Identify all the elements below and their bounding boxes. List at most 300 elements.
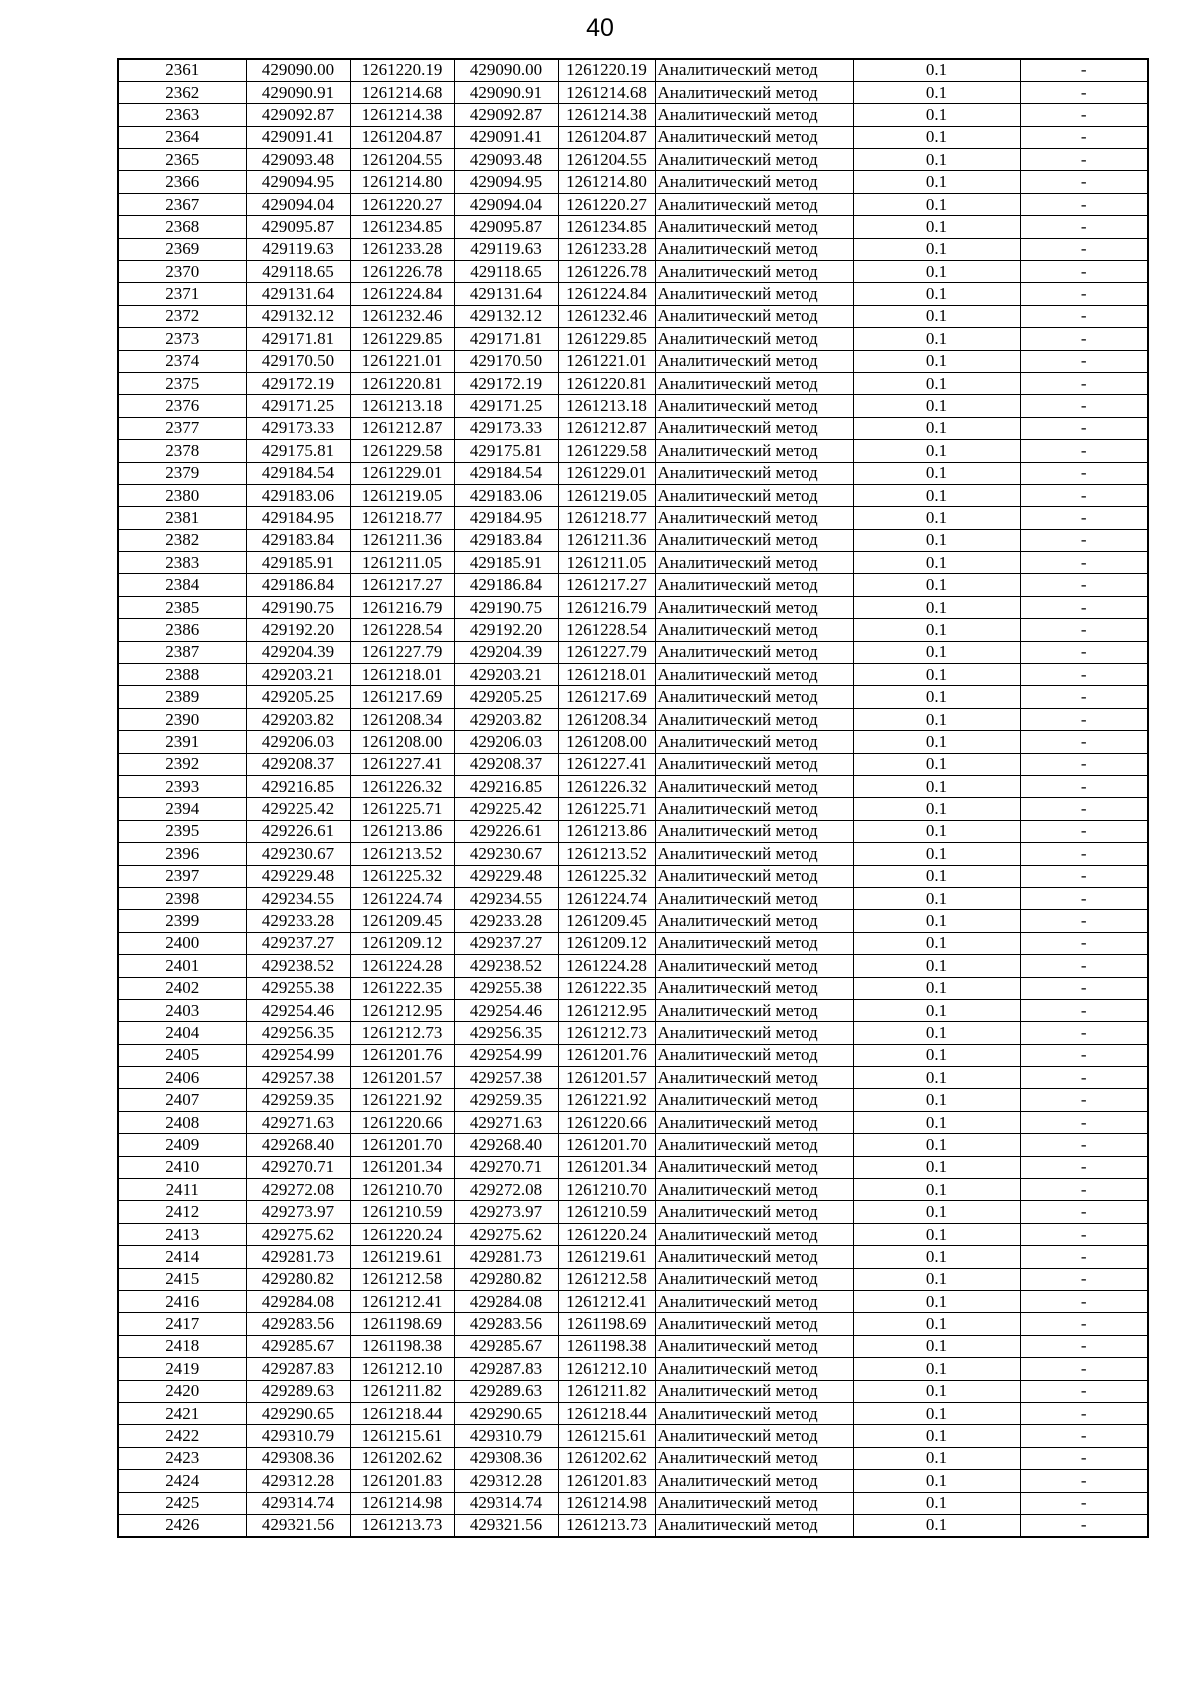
note-cell: - xyxy=(1020,1514,1148,1536)
point-number-cell: 2369 xyxy=(118,238,246,260)
method-cell: Аналитический метод xyxy=(655,910,853,932)
x-coordinate-cell: 429092.87 xyxy=(454,104,558,126)
accuracy-cell: 0.1 xyxy=(853,283,1020,305)
x-coordinate-cell: 429225.42 xyxy=(246,798,350,820)
y-coordinate-cell: 1261214.80 xyxy=(558,171,655,193)
y-coordinate-cell: 1261217.69 xyxy=(558,686,655,708)
method-cell: Аналитический метод xyxy=(655,238,853,260)
y-coordinate-cell: 1261210.59 xyxy=(558,1201,655,1223)
table-row xyxy=(118,104,1148,126)
point-number-cell: 2386 xyxy=(118,619,246,641)
x-coordinate-cell: 429287.83 xyxy=(246,1358,350,1380)
point-number-cell: 2364 xyxy=(118,126,246,148)
point-number-cell: 2393 xyxy=(118,776,246,798)
table-row xyxy=(118,372,1148,394)
point-number-cell: 2384 xyxy=(118,574,246,596)
table-row xyxy=(118,1044,1148,1066)
point-number-cell: 2398 xyxy=(118,887,246,909)
x-coordinate-cell: 429259.35 xyxy=(246,1089,350,1111)
note-cell: - xyxy=(1020,529,1148,551)
y-coordinate-cell: 1261229.58 xyxy=(558,440,655,462)
point-number-cell: 2424 xyxy=(118,1470,246,1492)
y-coordinate-cell: 1261216.79 xyxy=(350,596,454,618)
y-coordinate-cell: 1261225.71 xyxy=(350,798,454,820)
y-coordinate-cell: 1261215.61 xyxy=(350,1425,454,1447)
y-coordinate-cell: 1261212.73 xyxy=(558,1022,655,1044)
note-cell: - xyxy=(1020,776,1148,798)
point-number-cell: 2382 xyxy=(118,529,246,551)
y-coordinate-cell: 1261209.45 xyxy=(558,910,655,932)
point-number-cell: 2367 xyxy=(118,193,246,215)
x-coordinate-cell: 429119.63 xyxy=(246,238,350,260)
x-coordinate-cell: 429254.99 xyxy=(454,1044,558,1066)
y-coordinate-cell: 1261218.01 xyxy=(350,664,454,686)
table-row xyxy=(118,261,1148,283)
x-coordinate-cell: 429172.19 xyxy=(454,372,558,394)
x-coordinate-cell: 429171.25 xyxy=(246,395,350,417)
x-coordinate-cell: 429170.50 xyxy=(246,350,350,372)
table-row xyxy=(118,955,1148,977)
x-coordinate-cell: 429314.74 xyxy=(454,1492,558,1514)
point-number-cell: 2362 xyxy=(118,81,246,103)
x-coordinate-cell: 429226.61 xyxy=(246,820,350,842)
y-coordinate-cell: 1261212.87 xyxy=(350,417,454,439)
y-coordinate-cell: 1261220.27 xyxy=(350,193,454,215)
y-coordinate-cell: 1261211.36 xyxy=(350,529,454,551)
point-number-cell: 2415 xyxy=(118,1268,246,1290)
y-coordinate-cell: 1261201.34 xyxy=(558,1156,655,1178)
method-cell: Аналитический метод xyxy=(655,126,853,148)
x-coordinate-cell: 429234.55 xyxy=(454,887,558,909)
accuracy-cell: 0.1 xyxy=(853,1447,1020,1469)
x-coordinate-cell: 429283.56 xyxy=(246,1313,350,1335)
x-coordinate-cell: 429285.67 xyxy=(246,1335,350,1357)
x-coordinate-cell: 429119.63 xyxy=(454,238,558,260)
accuracy-cell: 0.1 xyxy=(853,932,1020,954)
accuracy-cell: 0.1 xyxy=(853,596,1020,618)
x-coordinate-cell: 429321.56 xyxy=(246,1514,350,1536)
y-coordinate-cell: 1261232.46 xyxy=(558,305,655,327)
y-coordinate-cell: 1261219.05 xyxy=(558,484,655,506)
note-cell: - xyxy=(1020,1179,1148,1201)
note-cell: - xyxy=(1020,686,1148,708)
point-number-cell: 2401 xyxy=(118,955,246,977)
table-row xyxy=(118,1246,1148,1268)
method-cell: Аналитический метод xyxy=(655,887,853,909)
x-coordinate-cell: 429226.61 xyxy=(454,820,558,842)
note-cell: - xyxy=(1020,977,1148,999)
y-coordinate-cell: 1261219.61 xyxy=(558,1246,655,1268)
accuracy-cell: 0.1 xyxy=(853,1268,1020,1290)
x-coordinate-cell: 429204.39 xyxy=(246,641,350,663)
x-coordinate-cell: 429272.08 xyxy=(246,1179,350,1201)
method-cell: Аналитический метод xyxy=(655,462,853,484)
x-coordinate-cell: 429230.67 xyxy=(246,843,350,865)
accuracy-cell: 0.1 xyxy=(853,1470,1020,1492)
method-cell: Аналитический метод xyxy=(655,59,853,81)
y-coordinate-cell: 1261220.19 xyxy=(558,59,655,81)
y-coordinate-cell: 1261212.41 xyxy=(558,1290,655,1312)
x-coordinate-cell: 429208.37 xyxy=(454,753,558,775)
x-coordinate-cell: 429216.85 xyxy=(246,776,350,798)
x-coordinate-cell: 429093.48 xyxy=(454,149,558,171)
note-cell: - xyxy=(1020,641,1148,663)
x-coordinate-cell: 429280.82 xyxy=(246,1268,350,1290)
x-coordinate-cell: 429254.99 xyxy=(246,1044,350,1066)
x-coordinate-cell: 429190.75 xyxy=(454,596,558,618)
note-cell: - xyxy=(1020,1470,1148,1492)
y-coordinate-cell: 1261201.76 xyxy=(350,1044,454,1066)
accuracy-cell: 0.1 xyxy=(853,1067,1020,1089)
point-number-cell: 2387 xyxy=(118,641,246,663)
point-number-cell: 2417 xyxy=(118,1313,246,1335)
accuracy-cell: 0.1 xyxy=(853,171,1020,193)
table-row xyxy=(118,1447,1148,1469)
note-cell: - xyxy=(1020,619,1148,641)
accuracy-cell: 0.1 xyxy=(853,1044,1020,1066)
point-number-cell: 2411 xyxy=(118,1179,246,1201)
method-cell: Аналитический метод xyxy=(655,999,853,1021)
table-row xyxy=(118,1156,1148,1178)
table-row xyxy=(118,1022,1148,1044)
accuracy-cell: 0.1 xyxy=(853,1179,1020,1201)
accuracy-cell: 0.1 xyxy=(853,395,1020,417)
x-coordinate-cell: 429183.06 xyxy=(246,484,350,506)
y-coordinate-cell: 1261229.01 xyxy=(558,462,655,484)
method-cell: Аналитический метод xyxy=(655,552,853,574)
accuracy-cell: 0.1 xyxy=(853,865,1020,887)
point-number-cell: 2389 xyxy=(118,686,246,708)
method-cell: Аналитический метод xyxy=(655,193,853,215)
method-cell: Аналитический метод xyxy=(655,1223,853,1245)
table-row xyxy=(118,686,1148,708)
point-number-cell: 2400 xyxy=(118,932,246,954)
x-coordinate-cell: 429183.06 xyxy=(454,484,558,506)
y-coordinate-cell: 1261201.70 xyxy=(558,1134,655,1156)
x-coordinate-cell: 429229.48 xyxy=(454,865,558,887)
x-coordinate-cell: 429184.54 xyxy=(246,462,350,484)
table-row xyxy=(118,1134,1148,1156)
x-coordinate-cell: 429203.21 xyxy=(454,664,558,686)
point-number-cell: 2403 xyxy=(118,999,246,1021)
y-coordinate-cell: 1261209.12 xyxy=(350,932,454,954)
method-cell: Аналитический метод xyxy=(655,1089,853,1111)
method-cell: Аналитический метод xyxy=(655,350,853,372)
point-number-cell: 2402 xyxy=(118,977,246,999)
method-cell: Аналитический метод xyxy=(655,977,853,999)
y-coordinate-cell: 1261213.73 xyxy=(350,1514,454,1536)
note-cell: - xyxy=(1020,372,1148,394)
accuracy-cell: 0.1 xyxy=(853,1156,1020,1178)
method-cell: Аналитический метод xyxy=(655,417,853,439)
point-number-cell: 2368 xyxy=(118,216,246,238)
note-cell: - xyxy=(1020,955,1148,977)
method-cell: Аналитический метод xyxy=(655,261,853,283)
method-cell: Аналитический метод xyxy=(655,1447,853,1469)
y-coordinate-cell: 1261209.45 xyxy=(350,910,454,932)
point-number-cell: 2385 xyxy=(118,596,246,618)
table-row xyxy=(118,283,1148,305)
x-coordinate-cell: 429131.64 xyxy=(246,283,350,305)
method-cell: Аналитический метод xyxy=(655,440,853,462)
y-coordinate-cell: 1261212.10 xyxy=(350,1358,454,1380)
y-coordinate-cell: 1261221.01 xyxy=(350,350,454,372)
note-cell: - xyxy=(1020,664,1148,686)
y-coordinate-cell: 1261216.79 xyxy=(558,596,655,618)
accuracy-cell: 0.1 xyxy=(853,507,1020,529)
x-coordinate-cell: 429321.56 xyxy=(454,1514,558,1536)
table-row xyxy=(118,462,1148,484)
x-coordinate-cell: 429132.12 xyxy=(246,305,350,327)
y-coordinate-cell: 1261224.74 xyxy=(558,887,655,909)
table-row xyxy=(118,932,1148,954)
x-coordinate-cell: 429233.28 xyxy=(246,910,350,932)
table-row xyxy=(118,731,1148,753)
accuracy-cell: 0.1 xyxy=(853,977,1020,999)
x-coordinate-cell: 429290.65 xyxy=(454,1402,558,1424)
note-cell: - xyxy=(1020,887,1148,909)
y-coordinate-cell: 1261228.54 xyxy=(350,619,454,641)
table-row xyxy=(118,193,1148,215)
point-number-cell: 2371 xyxy=(118,283,246,305)
table-row xyxy=(118,216,1148,238)
note-cell: - xyxy=(1020,193,1148,215)
x-coordinate-cell: 429132.12 xyxy=(454,305,558,327)
x-coordinate-cell: 429204.39 xyxy=(454,641,558,663)
point-number-cell: 2407 xyxy=(118,1089,246,1111)
method-cell: Аналитический метод xyxy=(655,1358,853,1380)
table-row xyxy=(118,776,1148,798)
table-row xyxy=(118,529,1148,551)
y-coordinate-cell: 1261224.84 xyxy=(350,283,454,305)
method-cell: Аналитический метод xyxy=(655,1268,853,1290)
y-coordinate-cell: 1261233.28 xyxy=(558,238,655,260)
accuracy-cell: 0.1 xyxy=(853,776,1020,798)
y-coordinate-cell: 1261212.41 xyxy=(350,1290,454,1312)
y-coordinate-cell: 1261217.27 xyxy=(350,574,454,596)
point-number-cell: 2416 xyxy=(118,1290,246,1312)
y-coordinate-cell: 1261232.46 xyxy=(350,305,454,327)
x-coordinate-cell: 429287.83 xyxy=(454,1358,558,1380)
note-cell: - xyxy=(1020,1290,1148,1312)
y-coordinate-cell: 1261221.92 xyxy=(350,1089,454,1111)
x-coordinate-cell: 429185.91 xyxy=(454,552,558,574)
note-cell: - xyxy=(1020,753,1148,775)
y-coordinate-cell: 1261215.61 xyxy=(558,1425,655,1447)
accuracy-cell: 0.1 xyxy=(853,552,1020,574)
method-cell: Аналитический метод xyxy=(655,865,853,887)
y-coordinate-cell: 1261224.74 xyxy=(350,887,454,909)
point-number-cell: 2395 xyxy=(118,820,246,842)
accuracy-cell: 0.1 xyxy=(853,216,1020,238)
note-cell: - xyxy=(1020,484,1148,506)
table-row xyxy=(118,1335,1148,1357)
y-coordinate-cell: 1261204.55 xyxy=(350,149,454,171)
note-cell: - xyxy=(1020,1492,1148,1514)
note-cell: - xyxy=(1020,932,1148,954)
table-row xyxy=(118,395,1148,417)
table-row xyxy=(118,126,1148,148)
x-coordinate-cell: 429203.21 xyxy=(246,664,350,686)
y-coordinate-cell: 1261220.24 xyxy=(558,1223,655,1245)
point-number-cell: 2379 xyxy=(118,462,246,484)
note-cell: - xyxy=(1020,1111,1148,1133)
table-row xyxy=(118,305,1148,327)
method-cell: Аналитический метод xyxy=(655,216,853,238)
x-coordinate-cell: 429173.33 xyxy=(246,417,350,439)
y-coordinate-cell: 1261226.32 xyxy=(558,776,655,798)
x-coordinate-cell: 429255.38 xyxy=(246,977,350,999)
table-row xyxy=(118,238,1148,260)
x-coordinate-cell: 429312.28 xyxy=(246,1470,350,1492)
method-cell: Аналитический метод xyxy=(655,81,853,103)
accuracy-cell: 0.1 xyxy=(853,484,1020,506)
y-coordinate-cell: 1261234.85 xyxy=(558,216,655,238)
x-coordinate-cell: 429312.28 xyxy=(454,1470,558,1492)
x-coordinate-cell: 429205.25 xyxy=(246,686,350,708)
y-coordinate-cell: 1261202.62 xyxy=(558,1447,655,1469)
note-cell: - xyxy=(1020,305,1148,327)
point-number-cell: 2397 xyxy=(118,865,246,887)
x-coordinate-cell: 429254.46 xyxy=(454,999,558,1021)
x-coordinate-cell: 429255.38 xyxy=(454,977,558,999)
method-cell: Аналитический метод xyxy=(655,1246,853,1268)
y-coordinate-cell: 1261229.85 xyxy=(558,328,655,350)
note-cell: - xyxy=(1020,1313,1148,1335)
y-coordinate-cell: 1261222.35 xyxy=(350,977,454,999)
method-cell: Аналитический метод xyxy=(655,1335,853,1357)
y-coordinate-cell: 1261201.70 xyxy=(350,1134,454,1156)
y-coordinate-cell: 1261213.86 xyxy=(350,820,454,842)
accuracy-cell: 0.1 xyxy=(853,1380,1020,1402)
method-cell: Аналитический метод xyxy=(655,596,853,618)
accuracy-cell: 0.1 xyxy=(853,372,1020,394)
table-row xyxy=(118,1268,1148,1290)
method-cell: Аналитический метод xyxy=(655,1022,853,1044)
x-coordinate-cell: 429268.40 xyxy=(246,1134,350,1156)
point-number-cell: 2419 xyxy=(118,1358,246,1380)
y-coordinate-cell: 1261204.87 xyxy=(558,126,655,148)
note-cell: - xyxy=(1020,865,1148,887)
method-cell: Аналитический метод xyxy=(655,104,853,126)
table-row xyxy=(118,798,1148,820)
y-coordinate-cell: 1261226.32 xyxy=(350,776,454,798)
point-number-cell: 2390 xyxy=(118,708,246,730)
x-coordinate-cell: 429094.04 xyxy=(454,193,558,215)
accuracy-cell: 0.1 xyxy=(853,1089,1020,1111)
y-coordinate-cell: 1261211.05 xyxy=(558,552,655,574)
note-cell: - xyxy=(1020,328,1148,350)
y-coordinate-cell: 1261209.12 xyxy=(558,932,655,954)
method-cell: Аналитический метод xyxy=(655,1313,853,1335)
table-row xyxy=(118,574,1148,596)
x-coordinate-cell: 429271.63 xyxy=(454,1111,558,1133)
x-coordinate-cell: 429308.36 xyxy=(454,1447,558,1469)
x-coordinate-cell: 429186.84 xyxy=(246,574,350,596)
table-row xyxy=(118,664,1148,686)
y-coordinate-cell: 1261210.70 xyxy=(350,1179,454,1201)
table-row xyxy=(118,596,1148,618)
y-coordinate-cell: 1261219.61 xyxy=(350,1246,454,1268)
accuracy-cell: 0.1 xyxy=(853,462,1020,484)
y-coordinate-cell: 1261226.78 xyxy=(558,261,655,283)
x-coordinate-cell: 429184.95 xyxy=(454,507,558,529)
x-coordinate-cell: 429094.95 xyxy=(246,171,350,193)
point-number-cell: 2394 xyxy=(118,798,246,820)
accuracy-cell: 0.1 xyxy=(853,193,1020,215)
x-coordinate-cell: 429310.79 xyxy=(454,1425,558,1447)
method-cell: Аналитический метод xyxy=(655,372,853,394)
x-coordinate-cell: 429281.73 xyxy=(246,1246,350,1268)
method-cell: Аналитический метод xyxy=(655,843,853,865)
accuracy-cell: 0.1 xyxy=(853,708,1020,730)
point-number-cell: 2412 xyxy=(118,1201,246,1223)
note-cell: - xyxy=(1020,1022,1148,1044)
x-coordinate-cell: 429308.36 xyxy=(246,1447,350,1469)
x-coordinate-cell: 429289.63 xyxy=(454,1380,558,1402)
table-row xyxy=(118,417,1148,439)
accuracy-cell: 0.1 xyxy=(853,126,1020,148)
y-coordinate-cell: 1261213.86 xyxy=(558,820,655,842)
x-coordinate-cell: 429256.35 xyxy=(454,1022,558,1044)
point-number-cell: 2420 xyxy=(118,1380,246,1402)
table-row xyxy=(118,1290,1148,1312)
table-body xyxy=(118,59,1148,1537)
accuracy-cell: 0.1 xyxy=(853,350,1020,372)
y-coordinate-cell: 1261218.44 xyxy=(558,1402,655,1424)
y-coordinate-cell: 1261234.85 xyxy=(350,216,454,238)
point-number-cell: 2361 xyxy=(118,59,246,81)
y-coordinate-cell: 1261204.55 xyxy=(558,149,655,171)
x-coordinate-cell: 429170.50 xyxy=(454,350,558,372)
note-cell: - xyxy=(1020,1156,1148,1178)
x-coordinate-cell: 429183.84 xyxy=(246,529,350,551)
accuracy-cell: 0.1 xyxy=(853,59,1020,81)
accuracy-cell: 0.1 xyxy=(853,887,1020,909)
point-number-cell: 2378 xyxy=(118,440,246,462)
y-coordinate-cell: 1261214.68 xyxy=(350,81,454,103)
y-coordinate-cell: 1261226.78 xyxy=(350,261,454,283)
table-row xyxy=(118,708,1148,730)
table-row xyxy=(118,641,1148,663)
accuracy-cell: 0.1 xyxy=(853,574,1020,596)
y-coordinate-cell: 1261211.82 xyxy=(558,1380,655,1402)
note-cell: - xyxy=(1020,350,1148,372)
note-cell: - xyxy=(1020,843,1148,865)
accuracy-cell: 0.1 xyxy=(853,328,1020,350)
x-coordinate-cell: 429270.71 xyxy=(246,1156,350,1178)
note-cell: - xyxy=(1020,1134,1148,1156)
method-cell: Аналитический метод xyxy=(655,1290,853,1312)
x-coordinate-cell: 429257.38 xyxy=(246,1067,350,1089)
table-row xyxy=(118,81,1148,103)
y-coordinate-cell: 1261233.28 xyxy=(350,238,454,260)
note-cell: - xyxy=(1020,1223,1148,1245)
method-cell: Аналитический метод xyxy=(655,1134,853,1156)
method-cell: Аналитический метод xyxy=(655,1470,853,1492)
point-number-cell: 2372 xyxy=(118,305,246,327)
y-coordinate-cell: 1261212.58 xyxy=(558,1268,655,1290)
y-coordinate-cell: 1261220.66 xyxy=(350,1111,454,1133)
x-coordinate-cell: 429225.42 xyxy=(454,798,558,820)
point-number-cell: 2391 xyxy=(118,731,246,753)
y-coordinate-cell: 1261220.19 xyxy=(350,59,454,81)
point-number-cell: 2426 xyxy=(118,1514,246,1536)
x-coordinate-cell: 429229.48 xyxy=(246,865,350,887)
x-coordinate-cell: 429118.65 xyxy=(454,261,558,283)
y-coordinate-cell: 1261221.92 xyxy=(558,1089,655,1111)
y-coordinate-cell: 1261227.41 xyxy=(558,753,655,775)
